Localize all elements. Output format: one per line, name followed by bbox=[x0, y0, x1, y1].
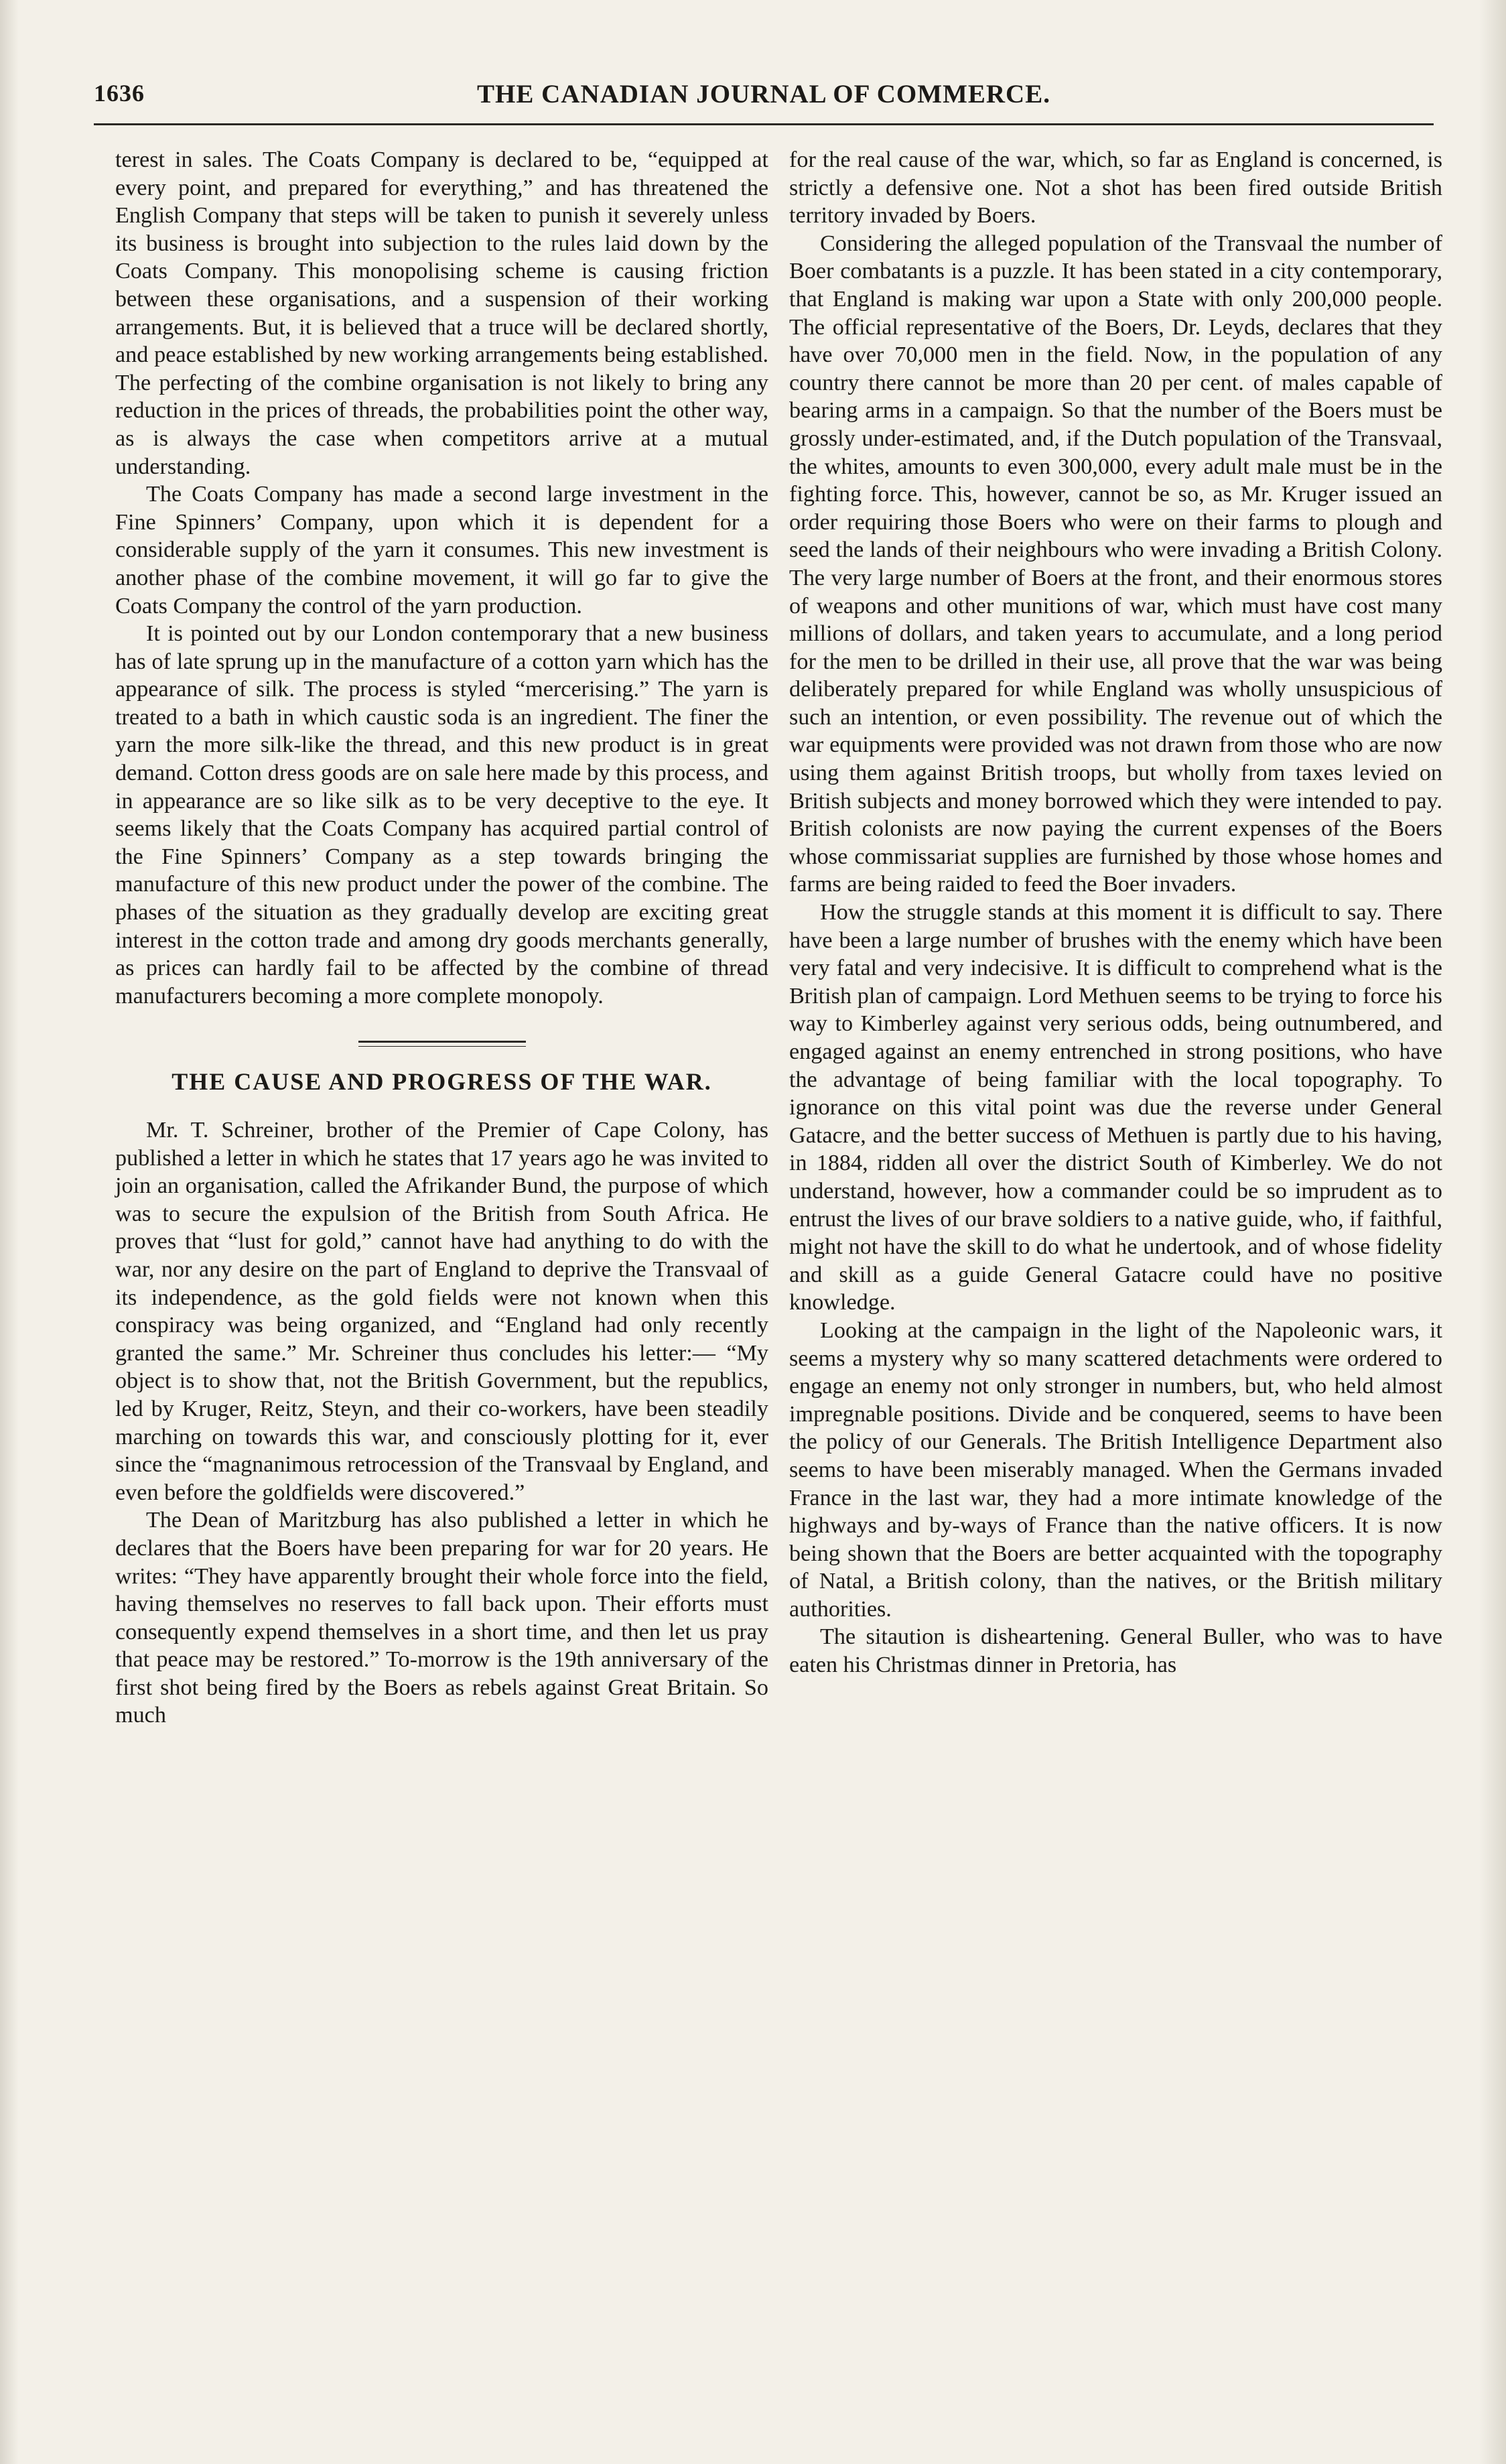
right-column bbox=[789, 146, 1442, 1679]
article-paragraph: terest in sales. The Coats Company is declared to be, “equipped at every point, and prepared for everything,” and has threatened the English Company that steps will be taken to punish it severely unless its business is brought into subjection to the rules laid down by the Coats Company. This monopolising scheme is causing friction between these organisations, and a suspension of their working arrangements. But, it is believed that a truce will be declared shortly, and peace established by new working arrangements being established. The perfecting of the combine organisation is not likely to bring any reduction in the prices of threads, the probabilities point the other way, as is always the case when competitors arrive at a mutual understanding. bbox=[115, 147, 768, 479]
page-number: 1636 bbox=[94, 80, 145, 107]
article-paragraph: The Coats Company has made a second large investment in the Fine Spinners’ Company, upon which it is dependent for a considerable supply of the yarn it consumes. This new investment is another phase of the combine movement, it will go far to give the Coats Company the control of the yarn production. bbox=[115, 482, 768, 619]
left-column bbox=[115, 146, 768, 1730]
section-heading: THE CAUSE AND PROGRESS OF THE WAR. bbox=[172, 1068, 712, 1096]
page-header bbox=[94, 79, 1434, 119]
journal-title: THE CANADIAN JOURNAL OF COMMERCE. bbox=[477, 80, 1050, 109]
article-paragraph: Mr. T. Schreiner, brother of the Premier of Cape Colony, has published a letter in which he states that 17 years ago he was invited to join an organisation, called the Afrikander Bund, the purpose of which was to secure the expulsion of the British from South Africa. He proves that “lust for gold,” cannot have had anything to do with the war, nor any desire on the part of England to deprive the Transvaal of its independence, as the gold fields were not known when this conspiracy was being organized, and “England had only recently granted the same.” Mr. Schreiner thus concludes his letter:— “My object is to show that, not the British Government, but the republics, led by Kruger, Reitz, Steyn, and their co-workers, have been steadily marching on towards this war, and consciously plotting for it, ever since the “magnanimous retrocession of the Transvaal by England, and even before the goldfields were discovered.” bbox=[115, 1118, 768, 1505]
article-paragraph: Considering the alleged population of the Transvaal the number of Boer combatants is a puzzle. It has been stated in a city contemporary, that England is making war upon a State with only 200,000 people. The official representative of the Boers, Dr. Leyds, declares that they have over 70,000 men in the field. Now, in the population of any country there cannot be more than 20 per cent. of males capable of bearing arms in a campaign. So that the number of the Boers must be grossly under-estimated, and, if the Dutch population of the Transvaal, the whites, amounts to even 300,000, every adult male must be in the fighting force. This, however, cannot be so, as Mr. Kruger issued an order requiring those Boers who were on their farms to plough and seed the lands of their neighbours who were invading a British Colony. The very large number of Boers at the front, and their enormous stores of weapons and other munitions of war, which must have cost many millions of dollars, and taken years to accumulate, and a long period for the men to be drilled in their use, all prove that the war was being deliberately prepared for while England was wholly unsuspicious of such an intention, or even possibility. The revenue out of which the war equipments were provided was not drawn from those who are now using them against British troops, but wholly from taxes levied on British subjects and money borrowed which they were intended to pay. British colonists are now paying the current expenses of the Boers whose commissariat supplies are furnished by those whose homes and farms are being raided to feed the Boer invaders. bbox=[789, 231, 1442, 897]
article-paragraph: The sitaution is disheartening. General Buller, who was to have eaten his Christmas dinner in Pretoria, has bbox=[789, 1624, 1442, 1678]
header-rule bbox=[94, 123, 1434, 125]
page-edge-right bbox=[1479, 0, 1506, 2464]
article-paragraph: It is pointed out by our London contemporary that a new business has of late sprung up in the manufacture of a cotton yarn which has the appearance of silk. The process is styled “mercerising.” The yarn is treated to a bath in which caustic soda is an ingredient. The finer the yarn the more silk-like the thread, and this new product is in great demand. Cotton dress goods are on sale here made by this process, and in appearance are so like silk as to be very deceptive to the eye. It seems likely that the Coats Company has acquired partial control of the Fine Spinners’ Company as a step towards bringing the manufacture of this new product under the power of the combine. The phases of the situation as they gradually develop are exciting great interest in the cotton trade and among dry goods merchants generally, as prices can hardly fail to be affected by the combine of thread manufacturers becoming a more complete monopoly. bbox=[115, 621, 768, 1009]
article-paragraph: The Dean of Maritzburg has also published a letter in which he declares that the Boers have been preparing for war for 20 years. He writes: “They have apparently brought their whole force into the field, having themselves no reserves to fall back upon. Their efforts must consequently expend themselves in a short time, and then let us pray that peace may be restored.” To-morrow is the 19th anniversary of the first shot being fired by the Boers as rebels against Great Britain. So much bbox=[115, 1508, 768, 1728]
article-paragraph: for the real cause of the war, which, so far as England is concerned, is strictly a defensive one. Not a shot has been fired outside British territory invaded by Boers. bbox=[789, 147, 1442, 229]
article-paragraph: How the struggle stands at this moment it is difficult to say. There have been a large number of brushes with the enemy which have been very fatal and very indecisive. It is difficult to comprehend what is the British plan of campaign. Lord Methuen seems to be trying to force his way to Kimberley against very serious odds, being outnumbered, and engaged against an enemy entrenched in strong positions, who have the advantage of being familiar with the local topography. To ignorance on this vital point was due the reverse under General Gatacre, and the better success of Methuen is partly due to his having, in 1884, ridden all over the district South of Kimberley. We do not understand, however, how a commander could be so imprudent as to entrust the lives of our brave soldiers to a native guide, who, if faithful, might not have the skill to do what he undertook, and of whose fidelity and skill as a guide General Gatacre could have no positive knowledge. bbox=[789, 900, 1442, 1315]
article-paragraph: Looking at the campaign in the light of the Napoleonic wars, it seems a mystery why so many scattered detachments were ordered to engage an enemy not only stronger in numbers, but, who held almost impregnable positions. Divide and be conquered, seems to have been the policy of our Generals. The British Intelligence Department also seems to have been miserably managed. When the Germans invaded France in the last war, they had a more intimate knowledge of the highways and by-ways of France than the native officers. It is now being shown that the Boers are better acquainted with the topography of Natal, a British colony, than the natives, or the British military authorities. bbox=[789, 1317, 1442, 1622]
section-divider bbox=[358, 1041, 526, 1047]
page-edge-left bbox=[0, 0, 19, 2464]
